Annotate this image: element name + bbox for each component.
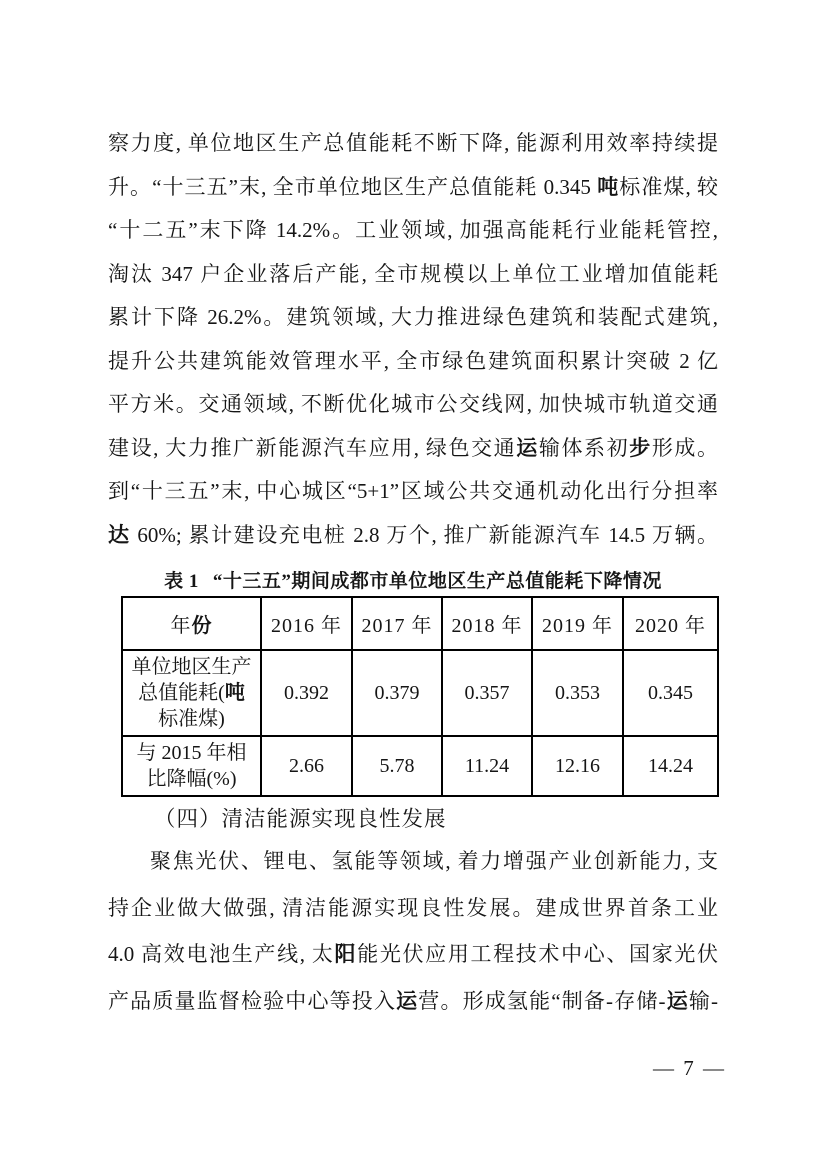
text-line: 累计下降 26.2%。建筑领域, 大力推进绿色建筑和装配式建筑, [108,305,718,329]
text-line: 聚焦光伏、锂电、氢能等领域, 着力增强产业创新能力, 支 [150,849,718,873]
table-header-cell: 2018 年 [442,597,532,650]
row-label-cell: 单位地区生产总值能耗(吨标准煤) [122,650,261,736]
table-header-row [122,597,718,650]
text-line: 持企业做大做强, 清洁能源实现良性发展。建成世界首条工业 [108,895,718,920]
value-cell: 14.24 [623,736,718,796]
text-line: 淘汰 347 户企业落后产能, 全市规模以上单位工业增加值能耗 [108,261,718,286]
value-cell: 0.392 [261,650,352,736]
value-cell: 0.345 [623,650,718,736]
section-heading: （四）清洁能源实现良性发展 [154,807,447,831]
value-cell: 11.24 [442,736,532,796]
table-header-cell: 2020 年 [623,597,718,650]
page-number: — 7 — [653,1056,726,1080]
section-paragraph [108,838,718,1024]
table-header-cell: 年份 [122,597,261,650]
table-header-cell: 2019 年 [532,597,623,650]
value-cell: 0.379 [352,650,442,736]
intro-paragraph [108,122,718,557]
value-cell: 0.353 [532,650,623,736]
table-row [122,650,718,736]
text-line: 产品质量监督检验中心等投入运营。形成氢能“制备-存储-运输- [108,988,719,1013]
table-caption-title: “十三五”期间成都市单位地区生产总值能耗下降情况 [212,571,662,592]
table-caption [108,566,718,593]
text-line: 4.0 高效电池生产线, 太阳能光伏应用工程技术中心、国家光伏 [108,942,719,966]
value-cell: 0.357 [442,650,532,736]
energy-table-container [121,596,719,797]
text-line: 提升公共建筑能效管理水平, 全市绿色建筑面积累计突破 2 亿 [108,348,718,373]
table-caption-label: 表 1 [164,571,199,592]
page-footer [0,1056,726,1081]
text-line: “十二五”末下降 14.2%。工业领域, 加强高能耗行业能耗管控, [108,218,718,242]
table-row [122,736,718,796]
text-line: 察力度, 单位地区生产总值能耗不断下降, 能源利用效率持续提 [108,131,718,155]
row-label-cell: 与 2015 年相比降幅(%) [122,736,261,796]
value-cell: 12.16 [532,736,623,796]
text-line: 平方米。交通领域, 不断优化城市公交线网, 加快城市轨道交通 [108,392,718,416]
text-line: 建设, 大力推广新能源汽车应用, 绿色交通运输体系初步形成。 [108,435,719,460]
value-cell: 2.66 [261,736,352,796]
value-cell: 5.78 [352,736,442,796]
text-line: 到“十三五”末, 中心城区“5+1”区域公共交通机动化出行分担率 [108,479,718,503]
text-line: 达 60%; 累计建设充电桩 2.8 万个, 推广新能源汽车 14.5 万辆。 [108,522,719,547]
table-header-cell: 2017 年 [352,597,442,650]
table-header-cell: 2016 年 [261,597,352,650]
energy-table [121,596,719,797]
text-line: 升。“十三五”末, 全市单位地区生产总值能耗 0.345 吨标准煤, 较 [108,174,719,199]
